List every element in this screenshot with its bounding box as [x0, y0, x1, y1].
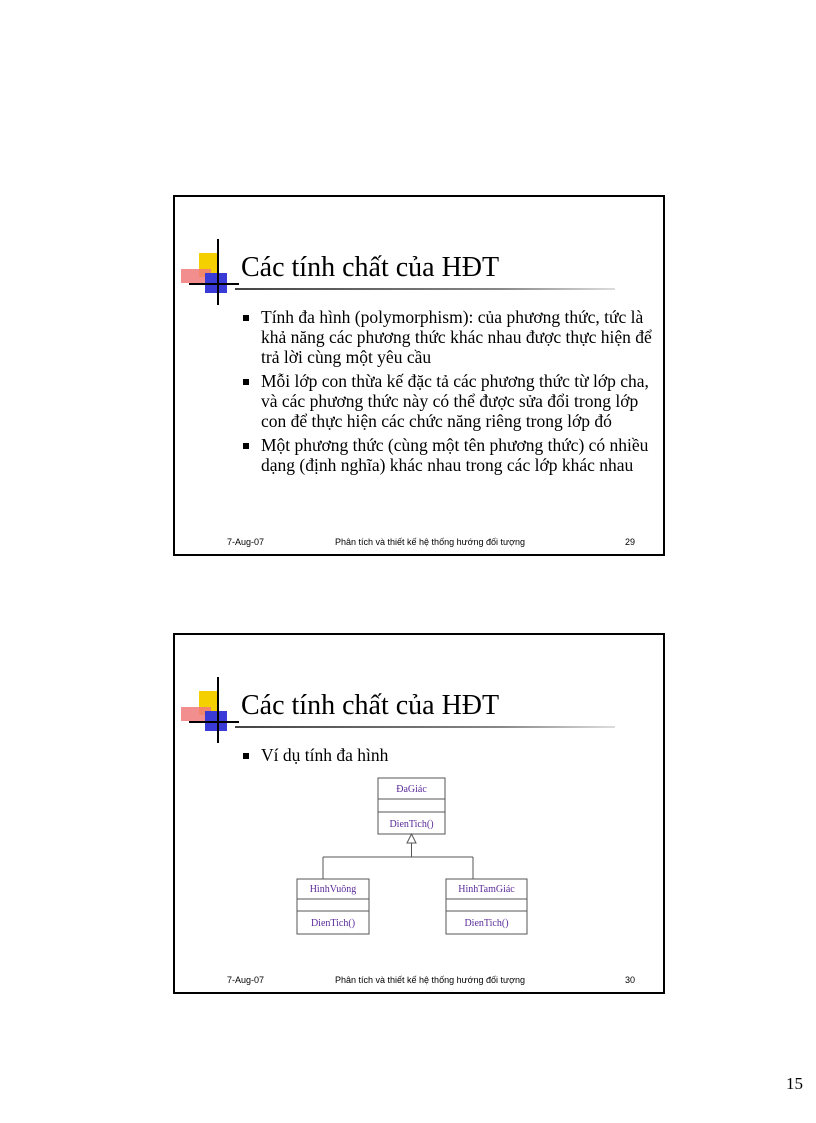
uml-class-child — [297, 879, 369, 934]
uml-child-name: HinhTamGiác — [458, 884, 515, 895]
uml-parent-name: ĐaGiác — [396, 784, 427, 795]
inheritance-arrow-icon — [323, 834, 473, 879]
uml-parent-method: DienTich() — [389, 819, 434, 830]
footer-date: 7-Aug-07 — [227, 537, 265, 547]
title-decoration-icon — [179, 239, 239, 305]
bullet-item: Một phương thức (cùng một tên phương thức) có nhiều dạng (định nghĩa) khác nhau trong các lớp khác nhau — [243, 435, 653, 475]
footer-title: Phân tích và thiết kế hệ thống hướng đối tượng — [335, 975, 525, 985]
page-number: 15 — [786, 1074, 803, 1093]
uml-class-diagram — [175, 635, 663, 992]
slide-29 — [173, 195, 665, 556]
bullet-square-icon — [243, 443, 249, 449]
slide-title: Các tính chất của HĐT — [241, 252, 500, 283]
footer-slide-number: 30 — [625, 975, 636, 985]
slide-30 — [173, 633, 665, 994]
footer-title: Phân tích và thiết kế hệ thống hướng đối tượng — [335, 537, 525, 547]
footer-slide-number: 29 — [625, 537, 636, 547]
uml-child-method: DienTich() — [464, 918, 509, 929]
bullet-item: Tính đa hình (polymorphism): của phương thức, tức là khả năng các phương thức khác nhau được thực hiện để trả lời cùng một yêu cầu — [243, 307, 653, 367]
bullet-item: Mỗi lớp con thừa kế đặc tả các phương thức từ lớp cha, và các phương thức này có thể được sửa đổi trong lớp con để thực hiện các chức năng riêng trong lớp đó — [243, 371, 653, 431]
bullet-square-icon — [243, 379, 249, 385]
footer-date: 7-Aug-07 — [227, 975, 265, 985]
uml-child-method: DienTich() — [310, 918, 356, 929]
bullet-square-icon — [243, 315, 249, 321]
title-underline — [235, 288, 615, 290]
uml-class-child — [446, 879, 527, 934]
uml-child-name: HìnhVuông — [309, 884, 357, 895]
bullet-list — [243, 307, 653, 479]
bullet-item: Ví dụ tính đa hình — [243, 745, 653, 765]
slide-title: Các tính chất của HĐT — [241, 690, 500, 721]
uml-class-parent — [378, 778, 445, 834]
